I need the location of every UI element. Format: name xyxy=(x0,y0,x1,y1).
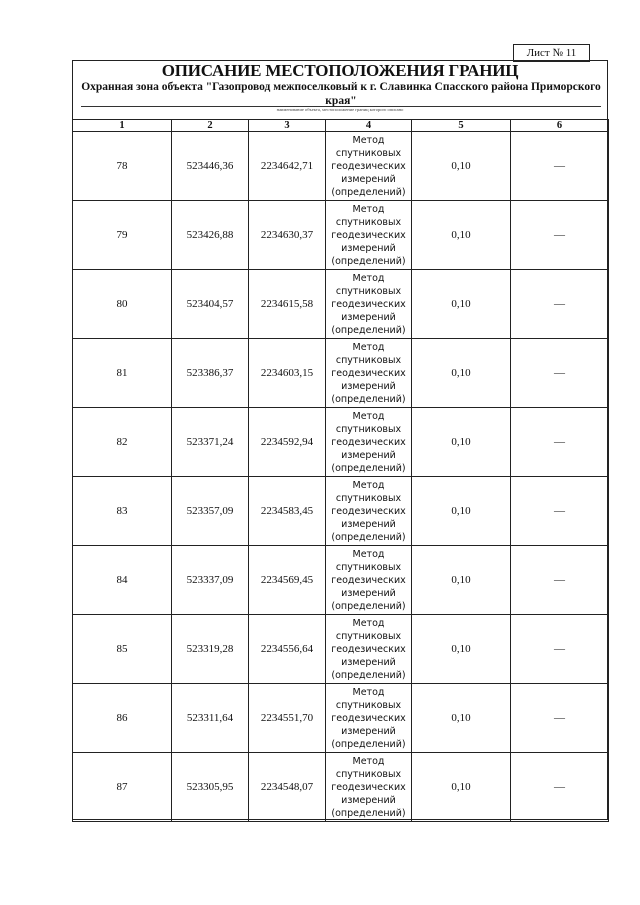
coordinate-y: 2234548,07 xyxy=(249,753,326,822)
table-header-row xyxy=(73,120,609,132)
note-cell: — xyxy=(511,408,609,477)
method-description: Метод спутниковых геодезических измерений (определений) xyxy=(326,339,412,408)
accuracy-value: 0,10 xyxy=(412,270,511,339)
column-header: 5 xyxy=(412,120,511,132)
table-row xyxy=(73,132,609,201)
point-number: 78 xyxy=(73,132,172,201)
accuracy-value: 0,10 xyxy=(412,753,511,822)
column-header: 2 xyxy=(172,120,249,132)
point-number: 87 xyxy=(73,753,172,822)
column-header: 1 xyxy=(73,120,172,132)
coordinate-x: 523337,09 xyxy=(172,546,249,615)
coordinate-y: 2234615,58 xyxy=(249,270,326,339)
coordinate-y: 2234630,37 xyxy=(249,201,326,270)
point-number: 83 xyxy=(73,477,172,546)
method-description: Метод спутниковых геодезических измерений (определений) xyxy=(326,753,412,822)
method-description: Метод спутниковых геодезических измерений (определений) xyxy=(326,201,412,270)
coordinate-y: 2234569,45 xyxy=(249,546,326,615)
table-row xyxy=(73,546,609,615)
method-description: Метод спутниковых геодезических измерений (определений) xyxy=(326,270,412,339)
coordinate-x: 523305,95 xyxy=(172,753,249,822)
method-description: Метод спутниковых геодезических измерений (определений) xyxy=(326,615,412,684)
coordinate-y: 2234642,71 xyxy=(249,132,326,201)
coordinates-table xyxy=(72,119,609,822)
accuracy-value: 0,10 xyxy=(412,132,511,201)
method-description: Метод спутниковых геодезических измерений (определений) xyxy=(326,132,412,201)
note-cell: — xyxy=(511,615,609,684)
coordinate-y: 2234551,70 xyxy=(249,684,326,753)
coordinate-y: 2234583,45 xyxy=(249,477,326,546)
note-cell: — xyxy=(511,753,609,822)
point-number: 79 xyxy=(73,201,172,270)
point-number: 80 xyxy=(73,270,172,339)
table-row xyxy=(73,408,609,477)
coordinate-x: 523311,64 xyxy=(172,684,249,753)
coordinate-x: 523357,09 xyxy=(172,477,249,546)
sheet-number: Лист № 11 xyxy=(513,44,590,62)
table-row xyxy=(73,753,609,822)
column-header: 6 xyxy=(511,120,609,132)
note-cell: — xyxy=(511,201,609,270)
accuracy-value: 0,10 xyxy=(412,339,511,408)
coordinate-x: 523446,36 xyxy=(172,132,249,201)
method-description: Метод спутниковых геодезических измерений (определений) xyxy=(326,408,412,477)
method-description: Метод спутниковых геодезических измерений (определений) xyxy=(326,684,412,753)
table-row xyxy=(73,684,609,753)
coordinate-x: 523386,37 xyxy=(172,339,249,408)
accuracy-value: 0,10 xyxy=(412,615,511,684)
document-title: ОПИСАНИЕ МЕСТОПОЛОЖЕНИЯ ГРАНИЦ xyxy=(161,61,519,80)
column-header: 4 xyxy=(326,120,412,132)
coordinate-x: 523319,28 xyxy=(172,615,249,684)
point-number: 84 xyxy=(73,546,172,615)
note-cell: — xyxy=(511,684,609,753)
accuracy-value: 0,10 xyxy=(412,684,511,753)
method-description: Метод спутниковых геодезических измерений (определений) xyxy=(326,546,412,615)
note-cell: — xyxy=(511,270,609,339)
coordinate-x: 523404,57 xyxy=(172,270,249,339)
table-row xyxy=(73,201,609,270)
note-cell: — xyxy=(511,132,609,201)
note-cell: — xyxy=(511,477,609,546)
coordinate-y: 2234603,15 xyxy=(249,339,326,408)
table-row xyxy=(73,270,609,339)
underline-caption: наименование объекта, местоположение границ которого описано xyxy=(276,107,404,112)
coordinate-x: 523426,88 xyxy=(172,201,249,270)
coordinate-y: 2234592,94 xyxy=(249,408,326,477)
accuracy-value: 0,10 xyxy=(412,408,511,477)
point-number: 81 xyxy=(73,339,172,408)
coordinate-y: 2234556,64 xyxy=(249,615,326,684)
document-frame xyxy=(72,60,608,820)
note-cell: — xyxy=(511,546,609,615)
table-row xyxy=(73,477,609,546)
table-row xyxy=(73,339,609,408)
point-number: 86 xyxy=(73,684,172,753)
note-cell: — xyxy=(511,339,609,408)
table-row xyxy=(73,615,609,684)
accuracy-value: 0,10 xyxy=(412,201,511,270)
point-number: 82 xyxy=(73,408,172,477)
accuracy-value: 0,10 xyxy=(412,546,511,615)
coordinate-x: 523371,24 xyxy=(172,408,249,477)
method-description: Метод спутниковых геодезических измерений (определений) xyxy=(326,477,412,546)
document-header xyxy=(73,61,607,121)
object-name: Охранная зона объекта "Газопровод межпоселковый к г. Славинка Спасского района Приморского края" xyxy=(81,81,601,107)
point-number: 85 xyxy=(73,615,172,684)
accuracy-value: 0,10 xyxy=(412,477,511,546)
column-header: 3 xyxy=(249,120,326,132)
